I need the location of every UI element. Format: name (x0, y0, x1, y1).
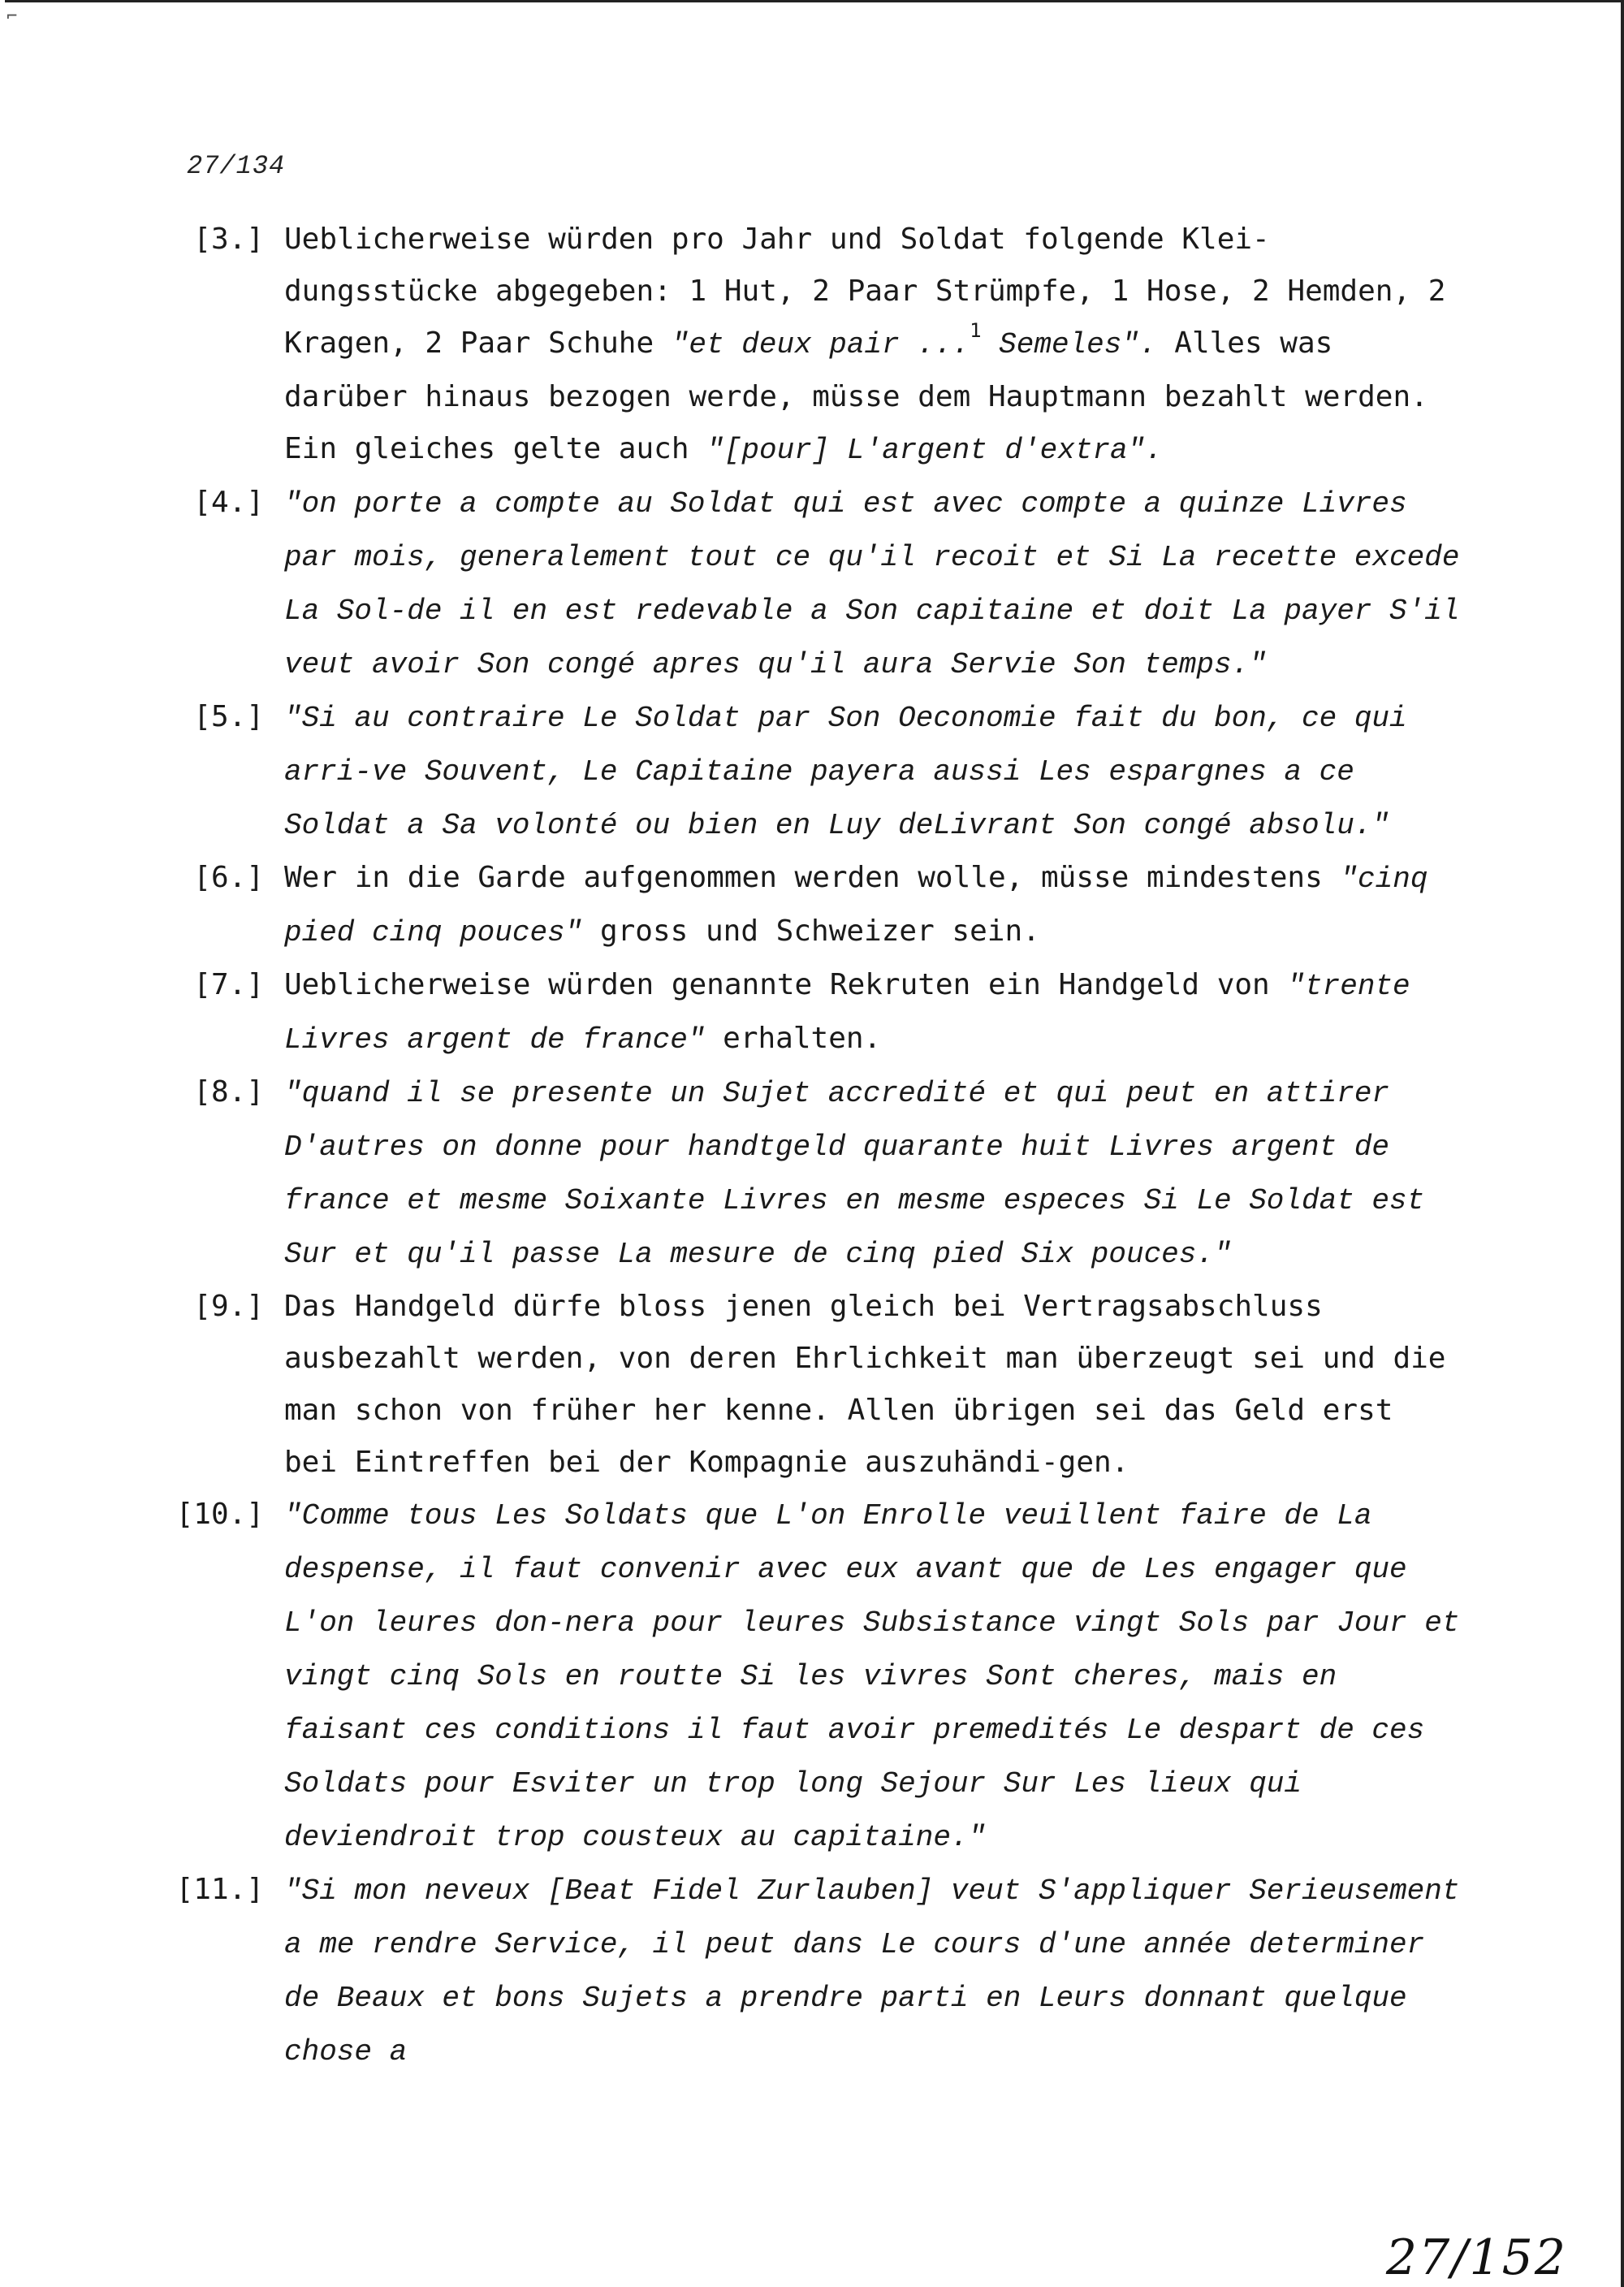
entry (0, 1066, 1624, 1281)
quoted-source-text: "trente Livres argent de france" (284, 970, 1410, 1057)
entry-number: [8.] (193, 1075, 264, 1109)
summary-text: erhalten. (705, 1022, 882, 1055)
summary-text: Ueblicherweise würden pro Jahr und Soldat folgende Klei-dungsstücke abgegeben: 1 Hut, 2 Paar Strümpfe, 1 Hose, 2 Hemden, 2 Kragen, 2 Paar Schuhe (284, 223, 1446, 360)
entry (0, 1489, 1624, 1864)
quoted-source-text: "cinq pied cinq pouces" (284, 862, 1428, 949)
entry-number: [5.] (193, 700, 264, 733)
entry-number: [4.] (193, 486, 264, 519)
entry-number: [6.] (193, 861, 264, 894)
entry-text (284, 1066, 1462, 1281)
entry (0, 477, 1624, 691)
entry-text (284, 477, 1462, 691)
entry-text (284, 1864, 1462, 2078)
quoted-source-text: "et deux pair ... (671, 328, 970, 361)
entry (0, 1864, 1624, 2078)
entry-number: [7.] (193, 968, 264, 1001)
quoted-source-text: Semeles". (981, 328, 1157, 361)
summary-text: gross und Schweizer sein. (582, 914, 1040, 948)
handwritten-page-number: 27/152 (1385, 2229, 1567, 2286)
entry-text (284, 691, 1462, 852)
entry (0, 1281, 1624, 1489)
quoted-source-text: "Si au contraire Le Soldat par Son Oeconomie fait du bon, ce qui arri-ve Souvent, Le Capitaine payera aussi Les espargnes a ce Soldat a Sa volonté ou bien en Luy deLivrant Son congé absolu." (284, 702, 1407, 842)
entry-number: [9.] (193, 1290, 264, 1323)
footnote-marker: 1 (970, 319, 982, 342)
summary-text: Wer in die Garde aufgenommen werden wolle, müsse mindestens (284, 861, 1341, 894)
page-reference: 27/134 (187, 151, 286, 181)
entry-number: [11.] (175, 1873, 264, 1906)
entry-text (284, 214, 1462, 477)
entry (0, 852, 1624, 959)
corner-mark-icon: ⌐ (6, 6, 18, 27)
quoted-source-text: "Si mon neveux [Beat Fidel Zurlauben] veut S'appliquer Serieusement a me rendre Service, il peut dans Le cours d'une année determiner de Beaux et bons Sujets a prendre parti en Leurs donnant quelque chose a (284, 1874, 1460, 2069)
quoted-source-text: "[pour] L'argent d'extra". (706, 434, 1163, 467)
entry-text (284, 1489, 1462, 1864)
quoted-source-text: "quand il se presente un Sujet accredité et qui peut en attirer D'autres on donne pour handtgeld quarante huit Livres argent de france et mesme Soixante Livres en mesme especes Si Le Soldat est Sur et qu'il passe La mesure de cinq pied Six pouces." (284, 1077, 1425, 1271)
entry-text (284, 959, 1462, 1066)
summary-text: Das Handgeld dürfe bloss jenen gleich bei Vertragsabschluss ausbezahlt werden, von deren Ehrlichkeit man überzeugt sei und die man schon von früher her kenne. Allen übrigen sei das Geld erst bei Eintreffen bei der Kompagnie auszuhändi-gen. (284, 1290, 1446, 1479)
scan-edge-top (5, 0, 1624, 2)
quoted-source-text: "Comme tous Les Soldats que L'on Enrolle veuillent faire de La despense, il faut convenir avec eux avant que de Les engager que L'on leures don-nera pour leures Subsistance vingt Sols par Jour et vingt cinq Sols en routte Si les vivres Sont cheres, mais en faisant ces conditions il faut avoir premedités Le despart de ces Soldats pour Esviter un trop long Sejour Sur Les lieux qui deviendroit trop cousteux au capitaine." (284, 1499, 1460, 1854)
entry-text (284, 852, 1462, 959)
quoted-source-text: "on porte a compte au Soldat qui est avec compte a quinze Livres par mois, generalement tout ce qu'il recoit et Si La recette excede La Sol-de il en est redevable a Son capitaine et doit La payer S'il veut avoir Son congé apres qu'il aura Servie Son temps." (284, 487, 1460, 681)
entry-number: [3.] (193, 223, 264, 256)
entry (0, 959, 1624, 1066)
entry (0, 691, 1624, 852)
entry-number: [10.] (175, 1498, 264, 1531)
entry-list (0, 214, 1624, 2078)
summary-text: Alles was darüber hinaus bezogen werde, müsse dem Hauptmann bezahlt werden. Ein gleiches gelte auch (284, 326, 1428, 465)
entry-text (284, 1281, 1462, 1489)
entry (0, 214, 1624, 477)
summary-text: Ueblicherweise würden genannte Rekruten ein Handgeld von (284, 968, 1288, 1001)
